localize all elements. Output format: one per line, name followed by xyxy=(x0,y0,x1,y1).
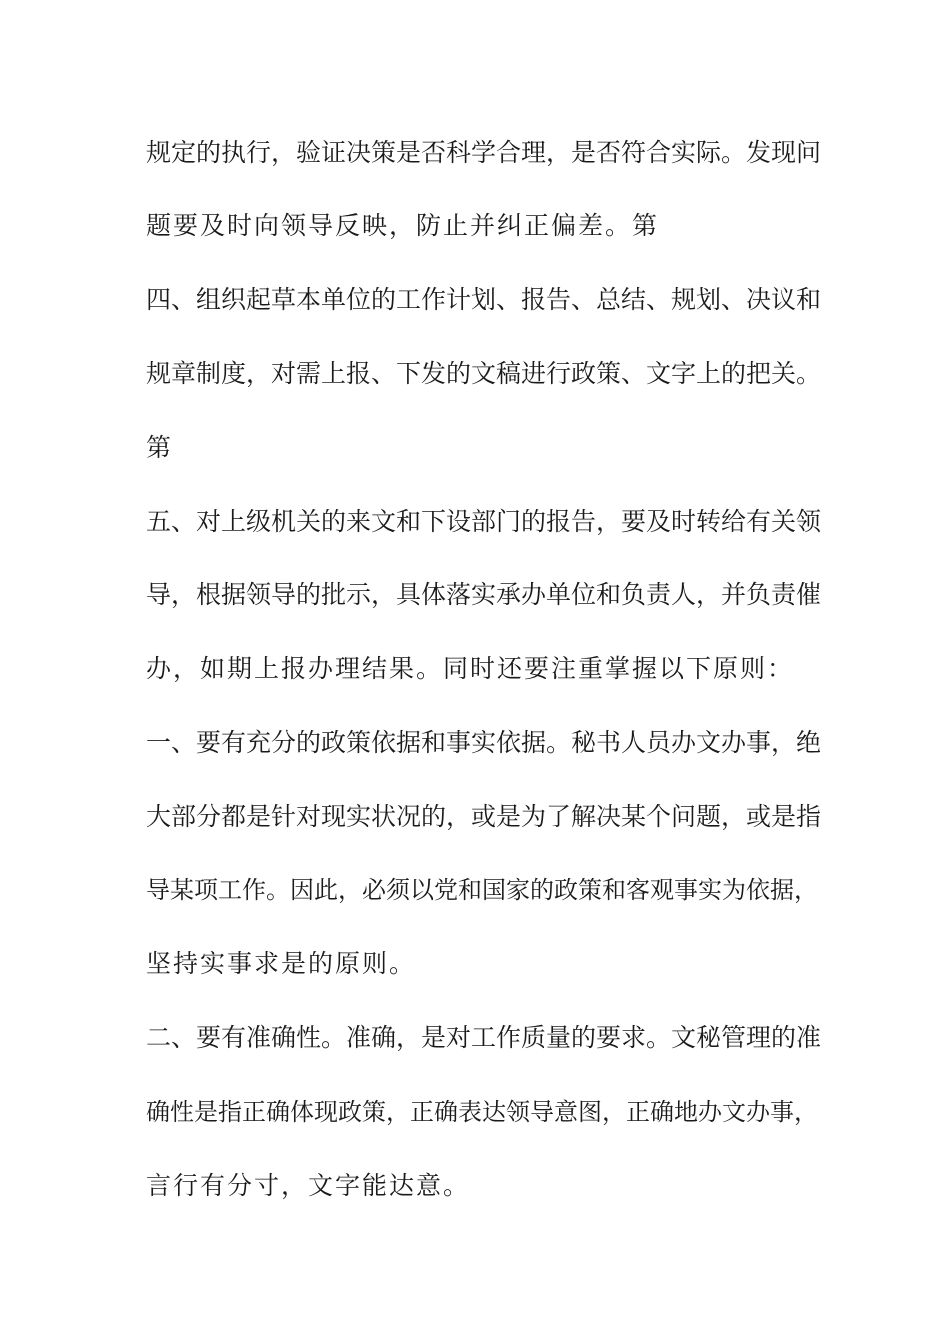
text-line: 一、要有充分的政策依据和事实依据。秘书人员办文办事，绝 xyxy=(146,728,822,757)
text-line: 规章制度，对需上报、下发的文稿进行政策、文字上的把关。 xyxy=(146,359,822,388)
text-line: 二、要有准确性。准确，是对工作质量的要求。文秘管理的准 xyxy=(146,1023,822,1052)
text-line: 办，如期上报办理结果。同时还要注重掌握以下原则： xyxy=(146,654,795,683)
text-line: 导，根据领导的批示，具体落实承办单位和负责人，并负责催 xyxy=(146,580,822,609)
text-line: 大部分都是针对现实状况的，或是为了解决某个问题，或是指 xyxy=(146,802,822,831)
text-line: 言行有分寸，文字能达意。 xyxy=(146,1171,471,1200)
text-line: 确性是指正确体现政策，正确表达领导意图，正确地办文办事， xyxy=(146,1098,818,1126)
text-line: 第 xyxy=(146,433,174,462)
text-line: 五、对上级机关的来文和下设部门的报告，要及时转给有关领 xyxy=(146,507,822,536)
text-line: 题要及时向领导反映，防止并纠正偏差。第 xyxy=(146,211,660,240)
text-line: 坚持实事求是的原则。 xyxy=(146,949,417,978)
text-line: 四、组织起草本单位的工作计划、报告、总结、规划、决议和 xyxy=(146,285,822,314)
text-line: 导某项工作。因此，必须以党和国家的政策和客观事实为依据， xyxy=(146,876,818,904)
text-line: 规定的执行，验证决策是否科学合理，是否符合实际。发现问 xyxy=(146,138,822,167)
